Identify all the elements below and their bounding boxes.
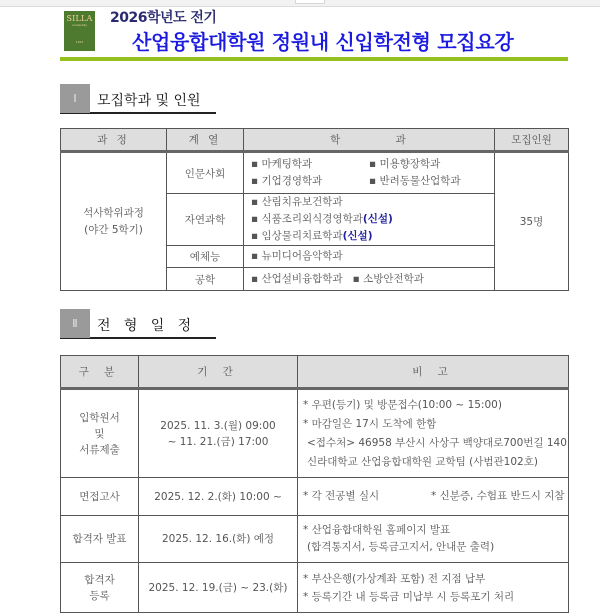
logo-text: SILLA	[66, 14, 93, 23]
note-line: (합격통지서, 등록금고지서, 안내문 출력)	[307, 541, 495, 553]
department-item: ▪ 소방안전학과	[352, 272, 424, 285]
note-line: * 산업융합대학원 홈페이지 발표	[303, 524, 451, 536]
header-field: 계 열	[167, 129, 244, 152]
section-heading-departments	[60, 84, 216, 114]
header-period: 기 간	[139, 356, 298, 389]
document-title: 산업융합대학원 정원내 신입학전형 모집요강	[132, 30, 514, 54]
departments-cell	[244, 152, 495, 194]
viewer-top-bar	[0, 0, 600, 7]
title-underline	[60, 57, 568, 61]
period-cell: 2025. 12. 16.(화) 예정	[139, 516, 298, 563]
table-row	[61, 389, 569, 478]
silla-university-logo	[64, 11, 95, 51]
field-cell: 인문사회	[167, 152, 244, 194]
note-line: * 우편(등기) 및 방문접수(10:00 ~ 15:00)	[303, 398, 502, 411]
department-item: ▪ 반려동물산업학과	[369, 175, 461, 187]
notes-cell	[298, 478, 569, 516]
header-department: 학 과	[244, 129, 495, 152]
departments-table	[60, 128, 569, 291]
program-name: 석사학위과정	[83, 206, 144, 219]
program-detail: (야간 5학기)	[84, 223, 143, 236]
department-item: ▪ 미용향장학과	[369, 158, 441, 170]
department-item: ▪ 뉴미디어음악학과	[251, 250, 343, 262]
notes-cell	[298, 563, 569, 613]
new-badge: (신설)	[362, 213, 393, 225]
document-subtitle: 2026학년도 전기	[110, 10, 217, 26]
departments-cell	[244, 246, 495, 268]
table-row	[61, 516, 569, 563]
note-line: * 마감일은 17시 도착에 한함	[303, 417, 437, 430]
section-number: Ⅱ	[60, 309, 90, 338]
department-item: ▪ 산림치유보건학과	[251, 196, 343, 208]
department-item: ▪ 기업경영학과	[251, 175, 323, 187]
logo-subtext: university	[72, 23, 87, 27]
category-cell: 면접고사	[61, 478, 139, 516]
department-item: ▪ 마케팅학과	[251, 158, 313, 170]
table-row	[61, 152, 569, 194]
program-cell	[61, 152, 167, 291]
section-title: 전 형 일 정	[97, 318, 192, 334]
department-item: ▪ 산업설비융합학과	[251, 272, 343, 285]
period-cell: 2025. 12. 19.(금) ~ 23.(화)	[139, 563, 298, 613]
section-heading-schedule	[60, 309, 216, 339]
header-notes: 비 고	[298, 356, 569, 389]
table-row	[61, 563, 569, 613]
quota-cell: 35명	[495, 152, 569, 291]
header-category: 구 분	[61, 356, 139, 389]
new-badge: (신설)	[342, 230, 373, 242]
field-cell: 예체능	[167, 246, 244, 268]
note-line: * 신분증, 수험표 반드시 지참	[431, 490, 565, 502]
logo-year: 1954	[75, 40, 84, 44]
category-cell: 합격자 발표	[61, 516, 139, 563]
note-line: * 등록기간 내 등록금 미납부 시 등록포기 처리	[303, 590, 515, 603]
department-item: ▪ 식품조리외식경영학과(신설)	[251, 213, 393, 225]
viewer-tab-handle[interactable]	[295, 0, 325, 4]
period-cell: 2025. 12. 2.(화) 10:00 ~	[139, 478, 298, 516]
note-line: 신라대학교 산업융합대학원 교학팀 (사범관102호)	[307, 455, 538, 468]
period-cell: 2025. 11. 3.(월) 09:00 ~ 11. 21.(금) 17:00	[139, 389, 298, 478]
header-quota: 모집인원	[495, 129, 569, 152]
department-item: ▪ 임상물리치료학과(신설)	[251, 230, 373, 242]
notes-cell	[298, 389, 569, 478]
category-cell: 입학원서 및 서류제출	[61, 389, 139, 478]
schedule-table	[60, 355, 569, 613]
departments-cell	[244, 194, 495, 246]
section-number: Ⅰ	[60, 84, 90, 113]
table-header-row	[61, 129, 569, 152]
section-title: 모집학과 및 인원	[97, 93, 201, 109]
field-cell: 공학	[167, 268, 244, 291]
departments-cell	[244, 268, 495, 291]
table-row	[61, 478, 569, 516]
note-line: <접수처> 46958 부산시 사상구 백양대로700번길 140	[307, 436, 567, 449]
category-cell: 합격자 등록	[61, 563, 139, 613]
note-line: * 부산은행(가상계좌 포함) 전 지점 납부	[303, 572, 486, 585]
table-header-row	[61, 356, 569, 389]
field-cell: 자연과학	[167, 194, 244, 246]
header-program: 과 정	[61, 129, 167, 152]
note-line: * 각 전공별 실시	[303, 490, 380, 502]
notes-cell	[298, 516, 569, 563]
